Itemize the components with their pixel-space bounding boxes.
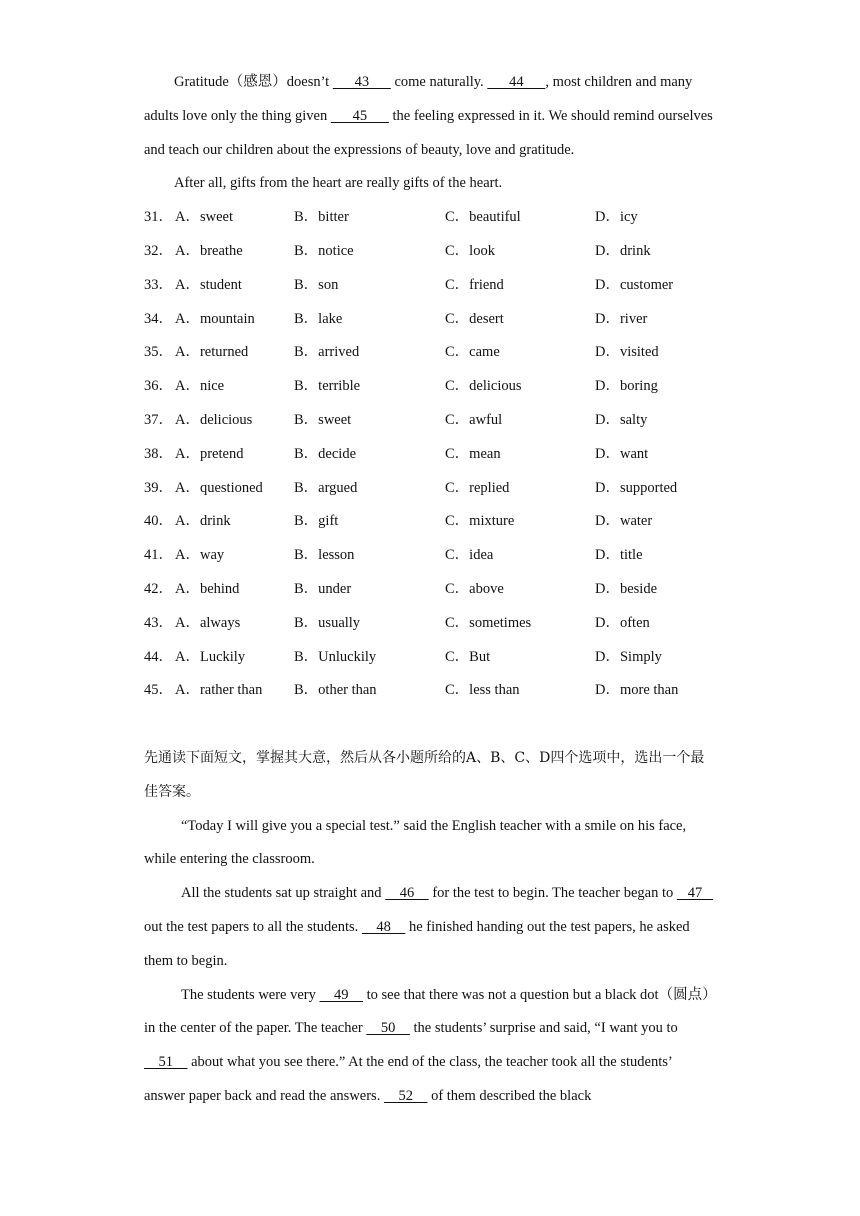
question-row	[144, 607, 716, 641]
option-c: C．less than	[445, 682, 520, 699]
option-a: A．mountain	[175, 310, 255, 327]
text-span: All the students sat up straight and	[181, 885, 386, 902]
option-d: D．supported	[595, 479, 678, 496]
option-b: B．sweet	[294, 411, 352, 428]
option-a: A．nice	[175, 378, 225, 395]
option-a: A．drink	[175, 513, 231, 530]
passage2-paragraph-1: “Today I will give you a special test.” said the English teacher with a smile on his face, while entering the classroom.	[144, 817, 687, 868]
option-a: A．rather than	[175, 682, 263, 699]
option-b: B．arrived	[294, 344, 360, 361]
option-a: A．sweet	[175, 209, 233, 226]
option-c: C．desert	[445, 310, 504, 327]
option-c: C．delicious	[445, 378, 522, 395]
text-span: he finished handing out the test papers, he asked them to begin.	[144, 918, 690, 969]
section-gap	[144, 708, 716, 742]
question-number: 41．	[144, 547, 173, 564]
option-a: A．way	[175, 547, 225, 564]
section-instructions: 先通读下面短文，掌握其大意，然后从各小题所给的A、B、C、D四个选项中，选出一个最佳答案。	[144, 749, 705, 800]
blank-49: 49	[319, 986, 364, 1003]
option-c: C．beautiful	[445, 209, 521, 226]
blank-52: 52	[383, 1087, 428, 1104]
option-a: A．always	[175, 614, 241, 631]
text-span: the students’ surprise and said, “I want you to	[409, 1020, 678, 1037]
option-b: B．son	[294, 276, 339, 293]
option-b: B．Unluckily	[294, 648, 377, 665]
page-content	[144, 66, 716, 1114]
option-b: B．lesson	[294, 547, 355, 564]
passage2-paragraph-2	[144, 877, 716, 978]
option-c: C．look	[445, 242, 495, 259]
question-number: 32．	[144, 242, 173, 259]
option-b: B．other than	[294, 682, 377, 699]
option-b: B．notice	[294, 242, 354, 259]
text-span: Gratitude（感恩）doesn’t	[174, 74, 333, 90]
option-a: A．delicious	[175, 411, 253, 428]
question-row	[144, 235, 716, 269]
option-c: C．But	[445, 648, 491, 665]
option-a: A．student	[175, 276, 242, 293]
question-row	[144, 404, 716, 438]
option-c: C．friend	[445, 276, 504, 293]
option-b: B．decide	[294, 445, 357, 462]
question-row	[144, 303, 716, 337]
option-d: D．often	[595, 614, 650, 631]
question-number: 43．	[144, 614, 173, 631]
question-row	[144, 438, 716, 472]
question-number: 31．	[144, 209, 173, 226]
blank-50: 50	[366, 1020, 410, 1037]
option-d: D．river	[595, 310, 648, 327]
option-d: D．Simply	[595, 648, 662, 665]
question-row	[144, 269, 716, 303]
question-number: 45．	[144, 682, 173, 699]
option-b: B．gift	[294, 513, 339, 530]
option-d: D．more than	[595, 682, 679, 699]
text-span: come naturally.	[390, 74, 488, 90]
blank-48: 48	[361, 918, 406, 935]
text-span: out the test papers to all the students.	[144, 918, 362, 935]
blank-45: 45	[330, 107, 389, 124]
blank-46: 46	[385, 885, 429, 902]
passage1-paragraph-1	[144, 66, 716, 167]
blank-43: 43	[332, 74, 391, 90]
option-d: D．salty	[595, 411, 648, 428]
option-d: D．beside	[595, 580, 658, 597]
text-span: the feeling expressed in it. We should remind ourselves and teach our children about the expressions of beauty, love and gratitude.	[144, 107, 713, 158]
question-number: 35．	[144, 344, 173, 361]
option-a: A．Luckily	[175, 648, 246, 665]
option-d: D．title	[595, 547, 643, 564]
option-b: B．usually	[294, 614, 361, 631]
question-row	[144, 674, 716, 708]
question-number: 42．	[144, 580, 173, 597]
question-row	[144, 336, 716, 370]
option-d: D．boring	[595, 378, 658, 395]
question-row	[144, 539, 716, 573]
question-number: 44．	[144, 648, 173, 665]
option-d: D．visited	[595, 344, 659, 361]
option-d: D．customer	[595, 276, 674, 293]
question-number: 38．	[144, 445, 173, 462]
option-c: C．mixture	[445, 513, 515, 530]
question-number: 34．	[144, 310, 173, 327]
option-b: B．argued	[294, 479, 358, 496]
question-options-list	[144, 201, 716, 708]
question-row	[144, 201, 716, 235]
option-c: C．sometimes	[445, 614, 532, 631]
option-a: A．breathe	[175, 242, 243, 259]
option-b: B．under	[294, 580, 352, 597]
question-number: 33．	[144, 276, 173, 293]
passage1-paragraph-2: After all, gifts from the heart are really gifts of the heart.	[174, 175, 503, 192]
question-row	[144, 641, 716, 675]
text-span: to see that there was not a question but a black dot（圆点）in the center of the paper. The teacher	[144, 986, 710, 1037]
option-d: D．icy	[595, 209, 638, 226]
option-c: C．awful	[445, 411, 503, 428]
option-d: D．water	[595, 513, 653, 530]
option-c: C．replied	[445, 479, 510, 496]
passage2-paragraph-3	[144, 979, 716, 1114]
option-a: A．returned	[175, 344, 249, 361]
option-b: B．bitter	[294, 209, 349, 226]
option-b: B．terrible	[294, 378, 361, 395]
question-number: 39．	[144, 479, 173, 496]
text-span: about what you see there.” At the end of the class, the teacher took all the students’ answer paper back and read the answers.	[144, 1054, 672, 1104]
option-a: A．questioned	[175, 479, 263, 496]
blank-51: 51	[144, 1054, 188, 1071]
question-row	[144, 573, 716, 607]
option-d: D．want	[595, 445, 649, 462]
text-span: The students were very	[181, 986, 320, 1003]
option-b: B．lake	[294, 310, 343, 327]
option-a: A．behind	[175, 580, 240, 597]
question-row	[144, 370, 716, 404]
question-number: 40．	[144, 513, 173, 530]
option-a: A．pretend	[175, 445, 244, 462]
question-number: 37．	[144, 411, 173, 428]
text-span: for the test to begin. The teacher began to	[428, 885, 677, 902]
option-c: C．idea	[445, 547, 494, 564]
text-span: of them described the black	[427, 1087, 592, 1104]
option-d: D．drink	[595, 242, 651, 259]
text-span: , most children and many adults love only the thing given	[144, 74, 693, 124]
option-c: C．mean	[445, 445, 501, 462]
question-number: 36．	[144, 378, 173, 395]
option-c: C．came	[445, 344, 500, 361]
question-row	[144, 505, 716, 539]
blank-44: 44	[487, 74, 546, 90]
blank-47: 47	[676, 885, 714, 902]
option-c: C．above	[445, 580, 504, 597]
question-row	[144, 472, 716, 506]
